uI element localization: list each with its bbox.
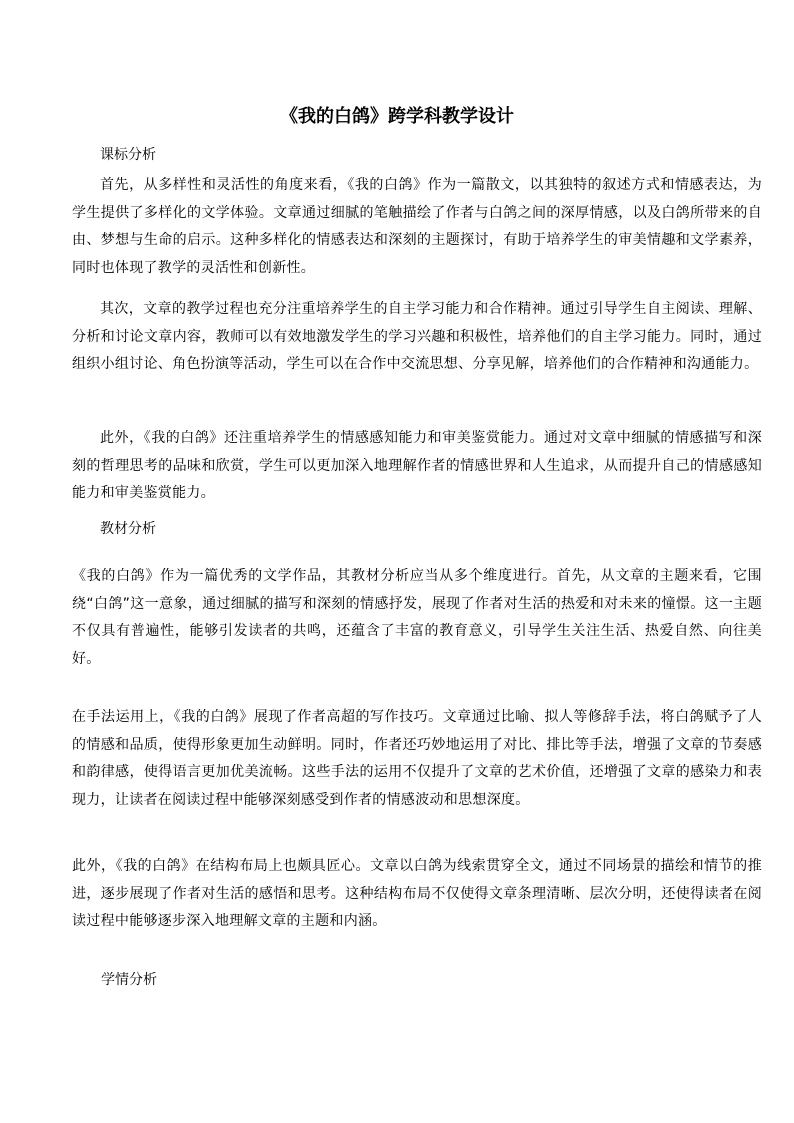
paragraph-standards-2: 其次，文章的教学过程也充分注重培养学生的自主学习能力和合作精神。通过引导学生自主阅读、理解、分析和讨论文章内容，教师可以有效地激发学生的学习兴趣和积极性，培养他们的自主学习能力。同时，通过组织小组讨论、角色扮演等活动，学生可以在合作中交流思想、分享见解，培养他们的合作精神和沟通能力。 — [72, 301, 762, 372]
paragraph-textbook-2: 在手法运用上，《我的白鸽》展现了作者高超的写作技巧。文章通过比喻、拟人等修辞手法，将白鸽赋予了人的情感和品质，使得形象更加生动鲜明。同时，作者还巧妙地运用了对比、排比等手法，增强了文章的节奏感和韵律感，使得语言更加优美流畅。这些手法的运用不仅提升了文章的艺术价值，还增强了文章的感染力和表现力，让读者在阅读过程中能够深刻感受到作者的情感波动和思想深度。 — [72, 709, 762, 808]
paragraph-standards-1: 首先，从多样性和灵活性的角度来看，《我的白鸽》作为一篇散文，以其独特的叙述方式和情感表达，为学生提供了多样化的文学体验。文章通过细腻的笔触描绘了作者与白鸽之间的深厚情感，以及白鸽所带来的自由、梦想与生命的启示。这种多样化的情感表达和深刻的主题探讨，有助于培养学生的审美情趣和文学素养，同时也体现了教学的灵活性和创新性。 — [72, 177, 762, 276]
page-title: 《我的白鸽》跨学科教学设计 — [280, 106, 514, 127]
paragraph-standards-3: 此外，《我的白鸽》还注重培养学生的情感感知能力和审美鉴赏能力。通过对文章中细腻的情感描写和深刻的哲理思考的品味和欣赏，学生可以更加深入地理解作者的情感世界和人生追求，从而提升自己的情感感知能力和审美鉴赏能力。 — [72, 430, 762, 501]
section-heading-standards: 课标分析 — [100, 147, 156, 163]
paragraph-textbook-3: 此外，《我的白鸽》在结构布局上也颇具匠心。文章以白鸽为线索贯穿全文，通过不同场景的描绘和情节的推进，逐步展现了作者对生活的感悟和思考。这种结构布局不仅使得文章条理清晰、层次分明，还使得读者在阅读过程中能够逐步深入地理解文章的主题和内涵。 — [72, 858, 762, 929]
section-heading-learners: 学情分析 — [101, 972, 157, 988]
paragraph-textbook-1: 《我的白鸽》作为一篇优秀的文学作品，其教材分析应当从多个维度进行。首先，从文章的主题来看，它围绕“白鸽”这一意象，通过细腻的描写和深刻的情感抒发，展现了作者对生活的热爱和对未来的憧憬。这一主题不仅具有普遍性，能够引发读者的共鸣，还蕴含了丰富的教育意义，引导学生关注生活、热爱自然、向往美好。 — [72, 568, 762, 667]
section-heading-textbook: 教材分析 — [100, 521, 156, 537]
